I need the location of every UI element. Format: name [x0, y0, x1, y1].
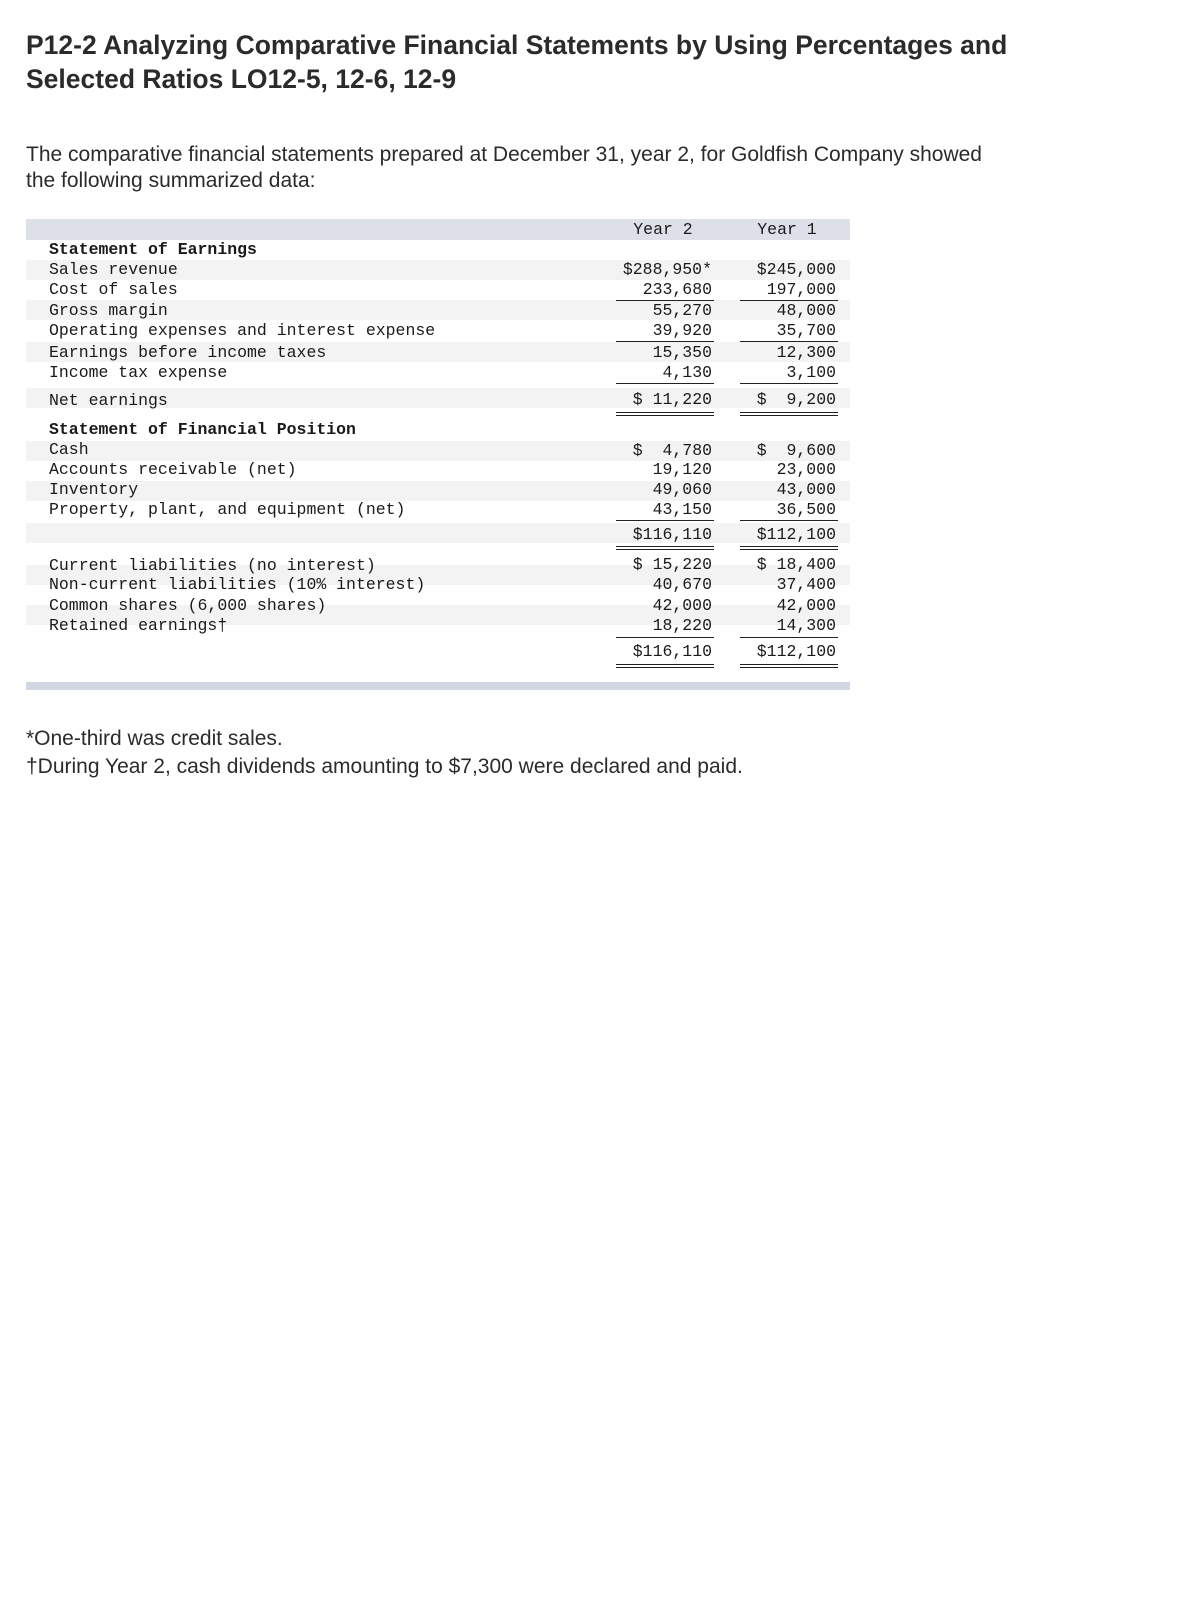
value-year2: 233,680 [642, 280, 712, 299]
value-year1: 42,000 [776, 596, 836, 615]
total-rule [740, 664, 838, 665]
value-year1: 23,000 [776, 460, 836, 479]
row-label: Earnings before income taxes [49, 343, 327, 362]
subtotal-rule [616, 520, 714, 521]
total-rule [740, 412, 838, 413]
total-rule [740, 415, 838, 416]
value-year1: $245,000 [756, 260, 836, 279]
row-label: Cost of sales [49, 280, 178, 299]
row-label: Non-current liabilities (10% interest) [49, 575, 426, 594]
row-stripe [26, 523, 850, 543]
value-year1: $ 9,600 [756, 441, 836, 460]
value-year2: $288,950* [622, 260, 712, 279]
intro-line-2: the following summarized data: [26, 169, 316, 192]
column-header-year2: Year 2 [633, 220, 693, 239]
row-label: Accounts receivable (net) [49, 460, 297, 479]
total-rule [740, 546, 838, 547]
value-year2: 18,220 [652, 616, 712, 635]
row-label: Operating expenses and interest expense [49, 321, 436, 340]
subtotal-rule [740, 341, 838, 342]
value-year2: $ 15,220 [632, 555, 712, 574]
value-year1: 37,400 [776, 575, 836, 594]
value-year2: 43,150 [652, 500, 712, 519]
total-liabilities-year1: $112,100 [756, 642, 836, 661]
total-rule [740, 549, 838, 550]
row-label: Common shares (6,000 shares) [49, 596, 327, 615]
value-year1: 35,700 [776, 321, 836, 340]
value-year2: 19,120 [652, 460, 712, 479]
value-year2: $ 4,780 [632, 441, 712, 460]
subtotal-rule [740, 637, 838, 638]
header-band [26, 219, 850, 240]
value-year2: 39,920 [652, 321, 712, 340]
row-label: Income tax expense [49, 363, 228, 382]
row-label: Retained earnings† [49, 616, 228, 635]
total-rule [616, 412, 714, 413]
row-label: Net earnings [49, 391, 168, 410]
row-label: Sales revenue [49, 260, 178, 279]
total-rule [616, 664, 714, 665]
total-rule [616, 415, 714, 416]
footnote-dividends: †During Year 2, cash dividends amounting to $7,300 were declared and paid. [26, 755, 743, 778]
total-rule [740, 667, 838, 668]
value-year1: 43,000 [776, 480, 836, 499]
value-year2: 42,000 [652, 596, 712, 615]
value-year1: $ 18,400 [756, 555, 836, 574]
subtotal-rule [740, 383, 838, 384]
row-label: Inventory [49, 480, 139, 499]
row-stripe [26, 441, 850, 461]
subtotal-rule [616, 383, 714, 384]
earnings-heading: Statement of Earnings [49, 240, 257, 259]
row-label: Current liabilities (no interest) [49, 556, 376, 575]
column-header-year1: Year 1 [757, 220, 817, 239]
total-rule [616, 667, 714, 668]
value-year2: 4,130 [662, 363, 712, 382]
value-year1: $ 9,200 [756, 390, 836, 409]
value-year1: 48,000 [776, 301, 836, 320]
row-label: Property, plant, and equipment (net) [49, 500, 406, 519]
footer-band [26, 682, 850, 690]
problem-title [26, 28, 1146, 96]
title-line-2: Selected Ratios LO12-5, 12-6, 12-9 [26, 64, 457, 94]
row-label: Gross margin [49, 301, 168, 320]
value-year2: $ 11,220 [632, 390, 712, 409]
intro-text [26, 142, 1146, 194]
total-rule [616, 546, 714, 547]
total-liabilities-year2: $116,110 [632, 642, 712, 661]
value-year1: 197,000 [766, 280, 836, 299]
value-year2: 40,670 [652, 575, 712, 594]
row-label: Cash [49, 440, 89, 459]
footnote-credit-sales: *One-third was credit sales. [26, 727, 283, 750]
value-year1: 12,300 [776, 343, 836, 362]
subtotal-rule [616, 637, 714, 638]
position-heading: Statement of Financial Position [49, 420, 356, 439]
title-line-1: P12-2 Analyzing Comparative Financial Statements by Using Percentages and [26, 30, 1008, 60]
subtotal-rule [616, 341, 714, 342]
value-year2: 15,350 [652, 343, 712, 362]
value-year1: 36,500 [776, 500, 836, 519]
total-rule [616, 549, 714, 550]
total-assets-year1: $112,100 [756, 525, 836, 544]
value-year1: 3,100 [786, 363, 836, 382]
row-stripe [26, 481, 850, 501]
value-year2: 49,060 [652, 480, 712, 499]
intro-line-1: The comparative financial statements prepared at December 31, year 2, for Goldfish Company showed [26, 143, 982, 166]
total-assets-year2: $116,110 [632, 525, 712, 544]
financial-table [26, 219, 850, 690]
value-year1: 14,300 [776, 616, 836, 635]
subtotal-rule [740, 520, 838, 521]
value-year2: 55,270 [652, 301, 712, 320]
